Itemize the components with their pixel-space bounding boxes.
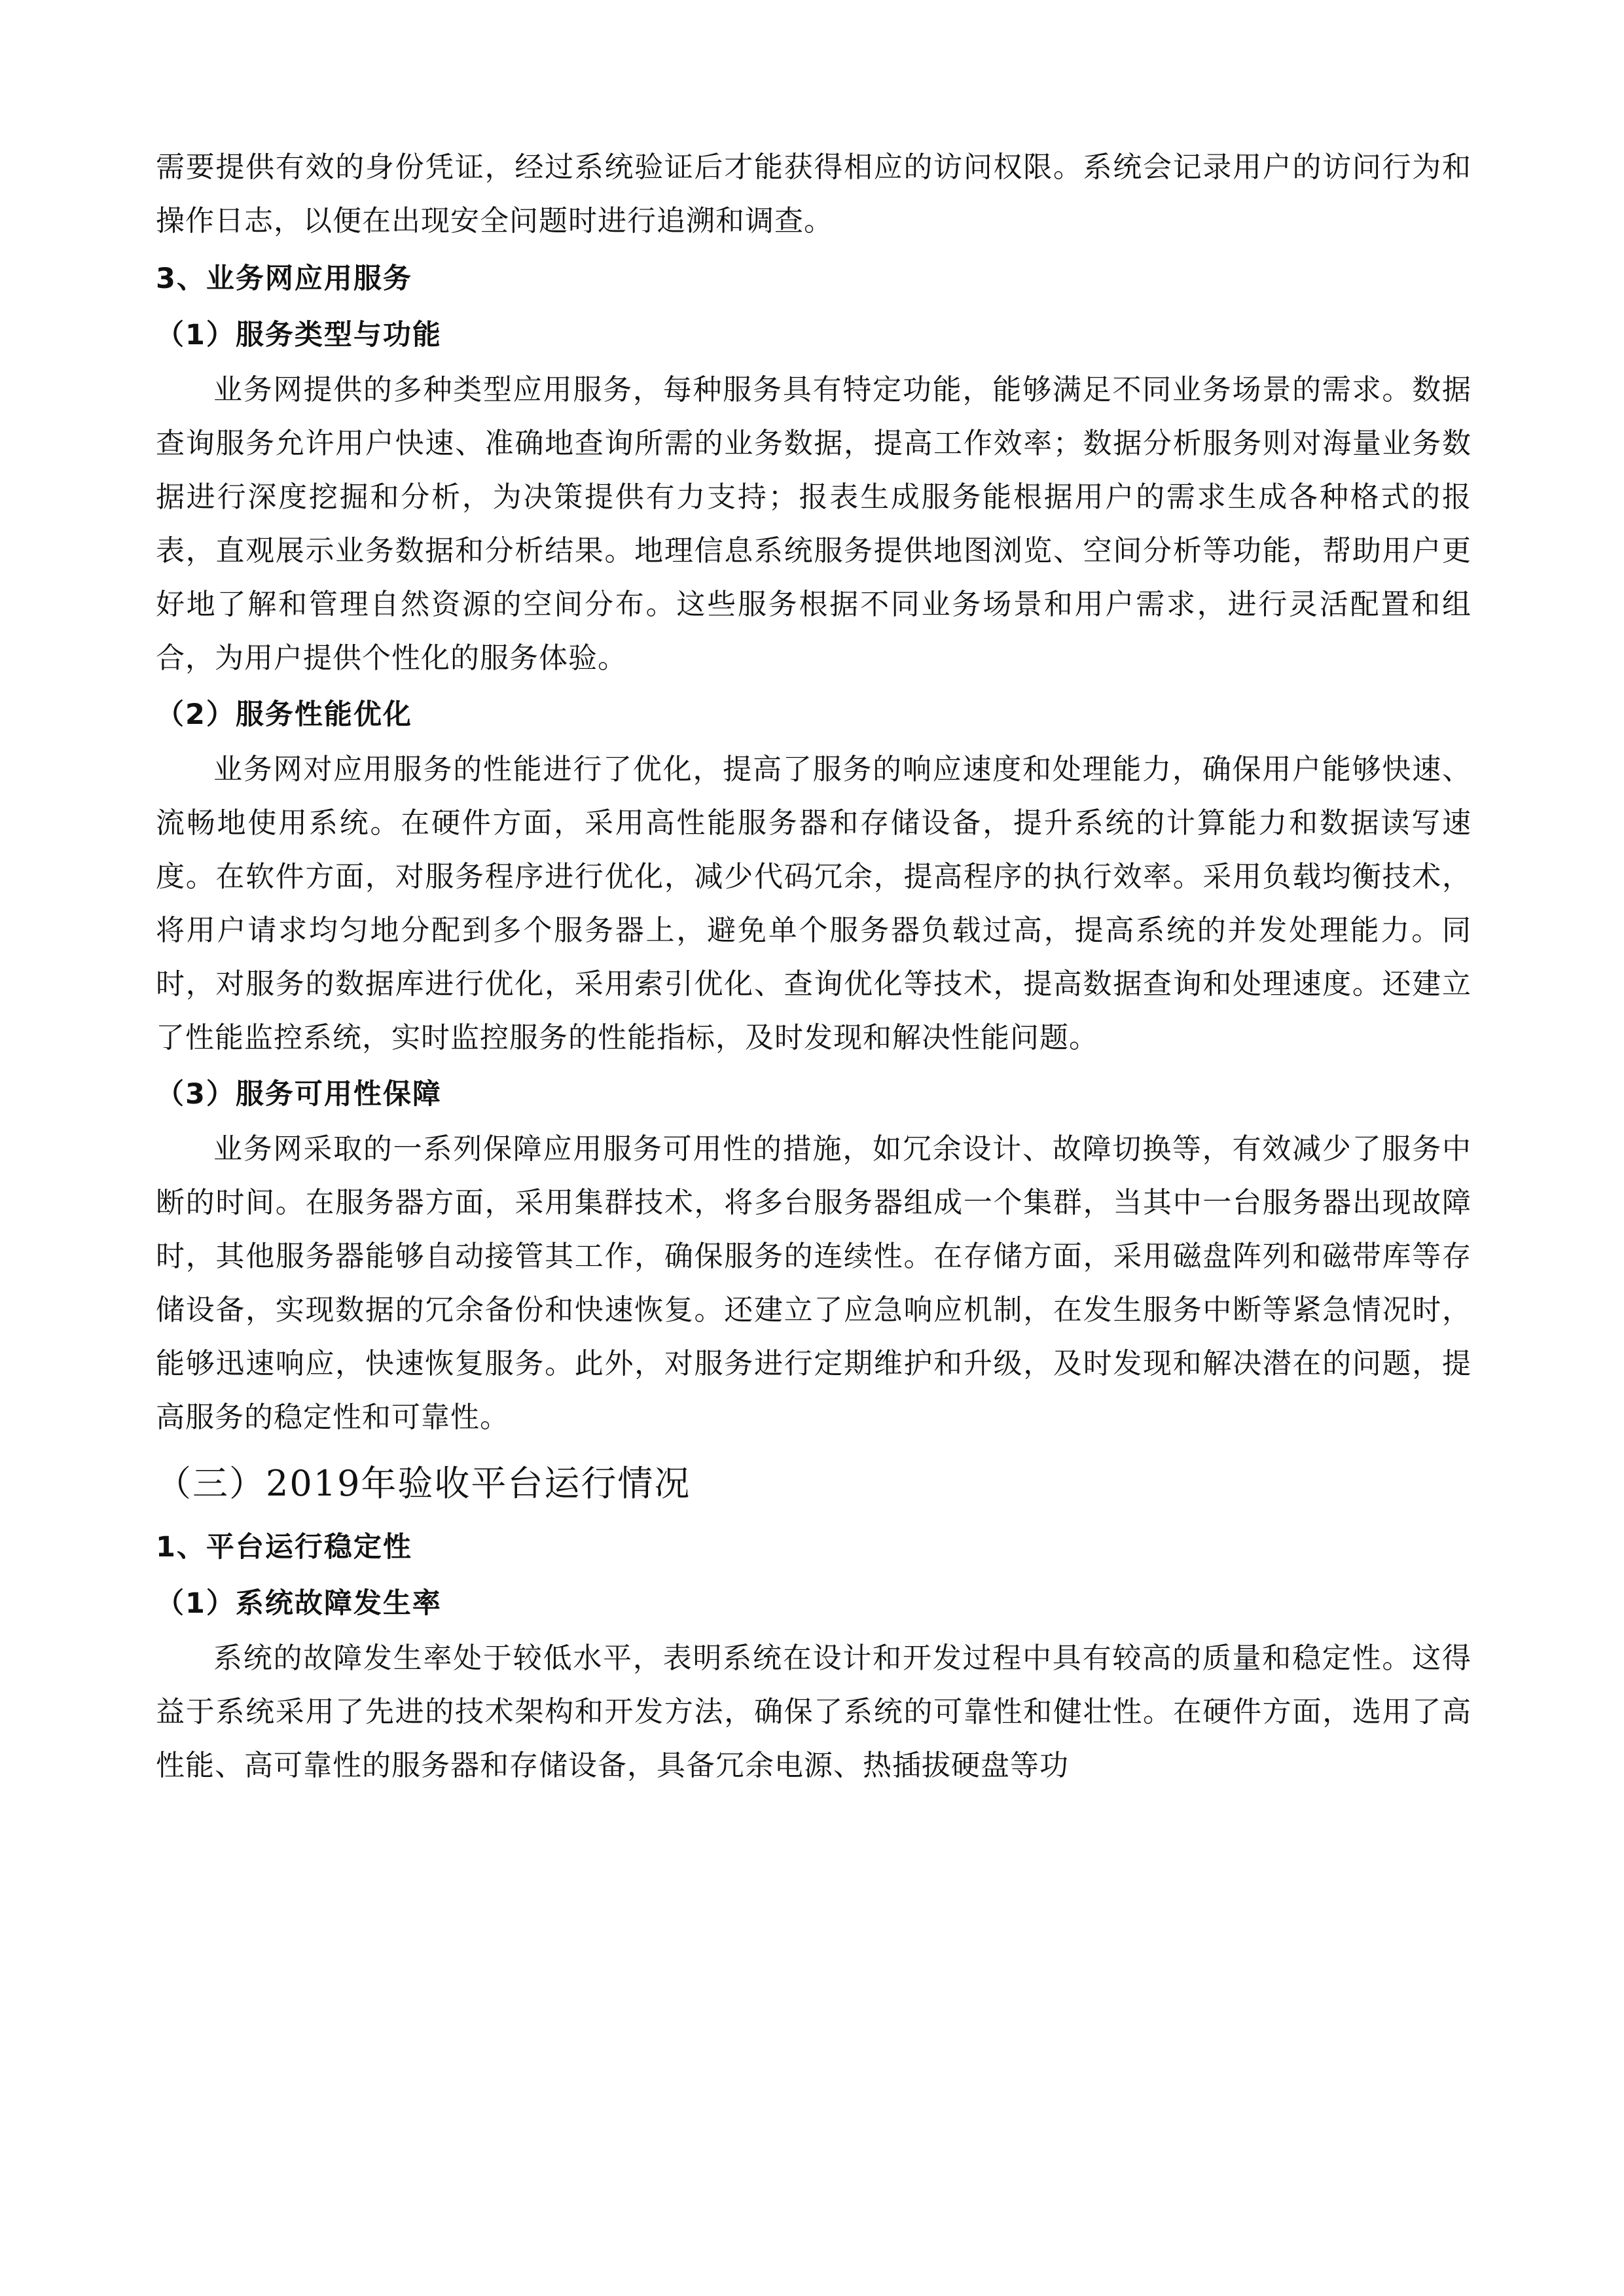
heading-system-failure-rate: （1）系统故障发生率 <box>156 1587 442 1620</box>
heading-service-performance-optimization: （2）服务性能优化 <box>156 698 412 731</box>
heading-2019-platform-operation: （三）2019年验收平台运行情况 <box>156 1463 691 1504</box>
heading-service-types-functions: （1）服务类型与功能 <box>156 319 442 351</box>
heading-service-availability: （3）服务可用性保障 <box>156 1078 442 1111</box>
document-body <box>156 141 1471 1793</box>
paragraph-system-failure-rate: 系统的故障发生率处于较低水平，表明系统在设计和开发过程中具有较高的质量和稳定性。这得益于系统采用了先进的技术架构和开发方法，确保了系统的可靠性和健壮性。在硬件方面，选用了高性能、高可靠性的服务器和存储设备，具备冗余电源、热插拔硬盘等功 <box>156 1641 1471 1782</box>
paragraph-service-types: 业务网提供的多种类型应用服务，每种服务具有特定功能，能够满足不同业务场景的需求。数据查询服务允许用户快速、准确地查询所需的业务数据，提高工作效率；数据分析服务则对海量业务数据进行深度挖掘和分析，为决策提供有力支持；报表生成服务能根据用户的需求生成各种格式的报表，直观展示业务数据和分析结果。地理信息系统服务提供地图浏览、空间分析等功能，帮助用户更好地了解和管理自然资源的空间分布。这些服务根据不同业务场景和用户需求，进行灵活配置和组合，为用户提供个性化的服务体验。 <box>156 373 1471 675</box>
heading-business-network-services: 3、业务网应用服务 <box>156 262 412 295</box>
paragraph-performance-optimization: 业务网对应用服务的性能进行了优化，提高了服务的响应速度和处理能力，确保用户能够快速、流畅地使用系统。在硬件方面，采用高性能服务器和存储设备，提升系统的计算能力和数据读写速度。在软件方面，对服务程序进行优化，减少代码冗余，提高程序的执行效率。采用负载均衡技术，将用户请求均匀地分配到多个服务器上，避免单个服务器负载过高，提高系统的并发处理能力。同时，对服务的数据库进行优化，采用索引优化、查询优化等技术，提高数据查询和处理速度。还建立了性能监控系统，实时监控服务的性能指标，及时发现和解决性能问题。 <box>156 753 1471 1054</box>
paragraph-access-control-continued: 需要提供有效的身份凭证，经过系统验证后才能获得相应的访问权限。系统会记录用户的访问行为和操作日志，以便在出现安全问题时进行追溯和调查。 <box>156 151 1471 238</box>
paragraph-service-availability: 业务网采取的一系列保障应用服务可用性的措施，如冗余设计、故障切换等，有效减少了服务中断的时间。在服务器方面，采用集群技术，将多台服务器组成一个集群，当其中一台服务器出现故障时，其他服务器能够自动接管其工作，确保服务的连续性。在存储方面，采用磁盘阵列和磁带库等存储设备，实现数据的冗余备份和快速恢复。还建立了应急响应机制，在发生服务中断等紧急情况时，能够迅速响应，快速恢复服务。此外，对服务进行定期维护和升级，及时发现和解决潜在的问题，提高服务的稳定性和可靠性。 <box>156 1132 1471 1434</box>
heading-platform-stability: 1、平台运行稳定性 <box>156 1531 412 1564</box>
